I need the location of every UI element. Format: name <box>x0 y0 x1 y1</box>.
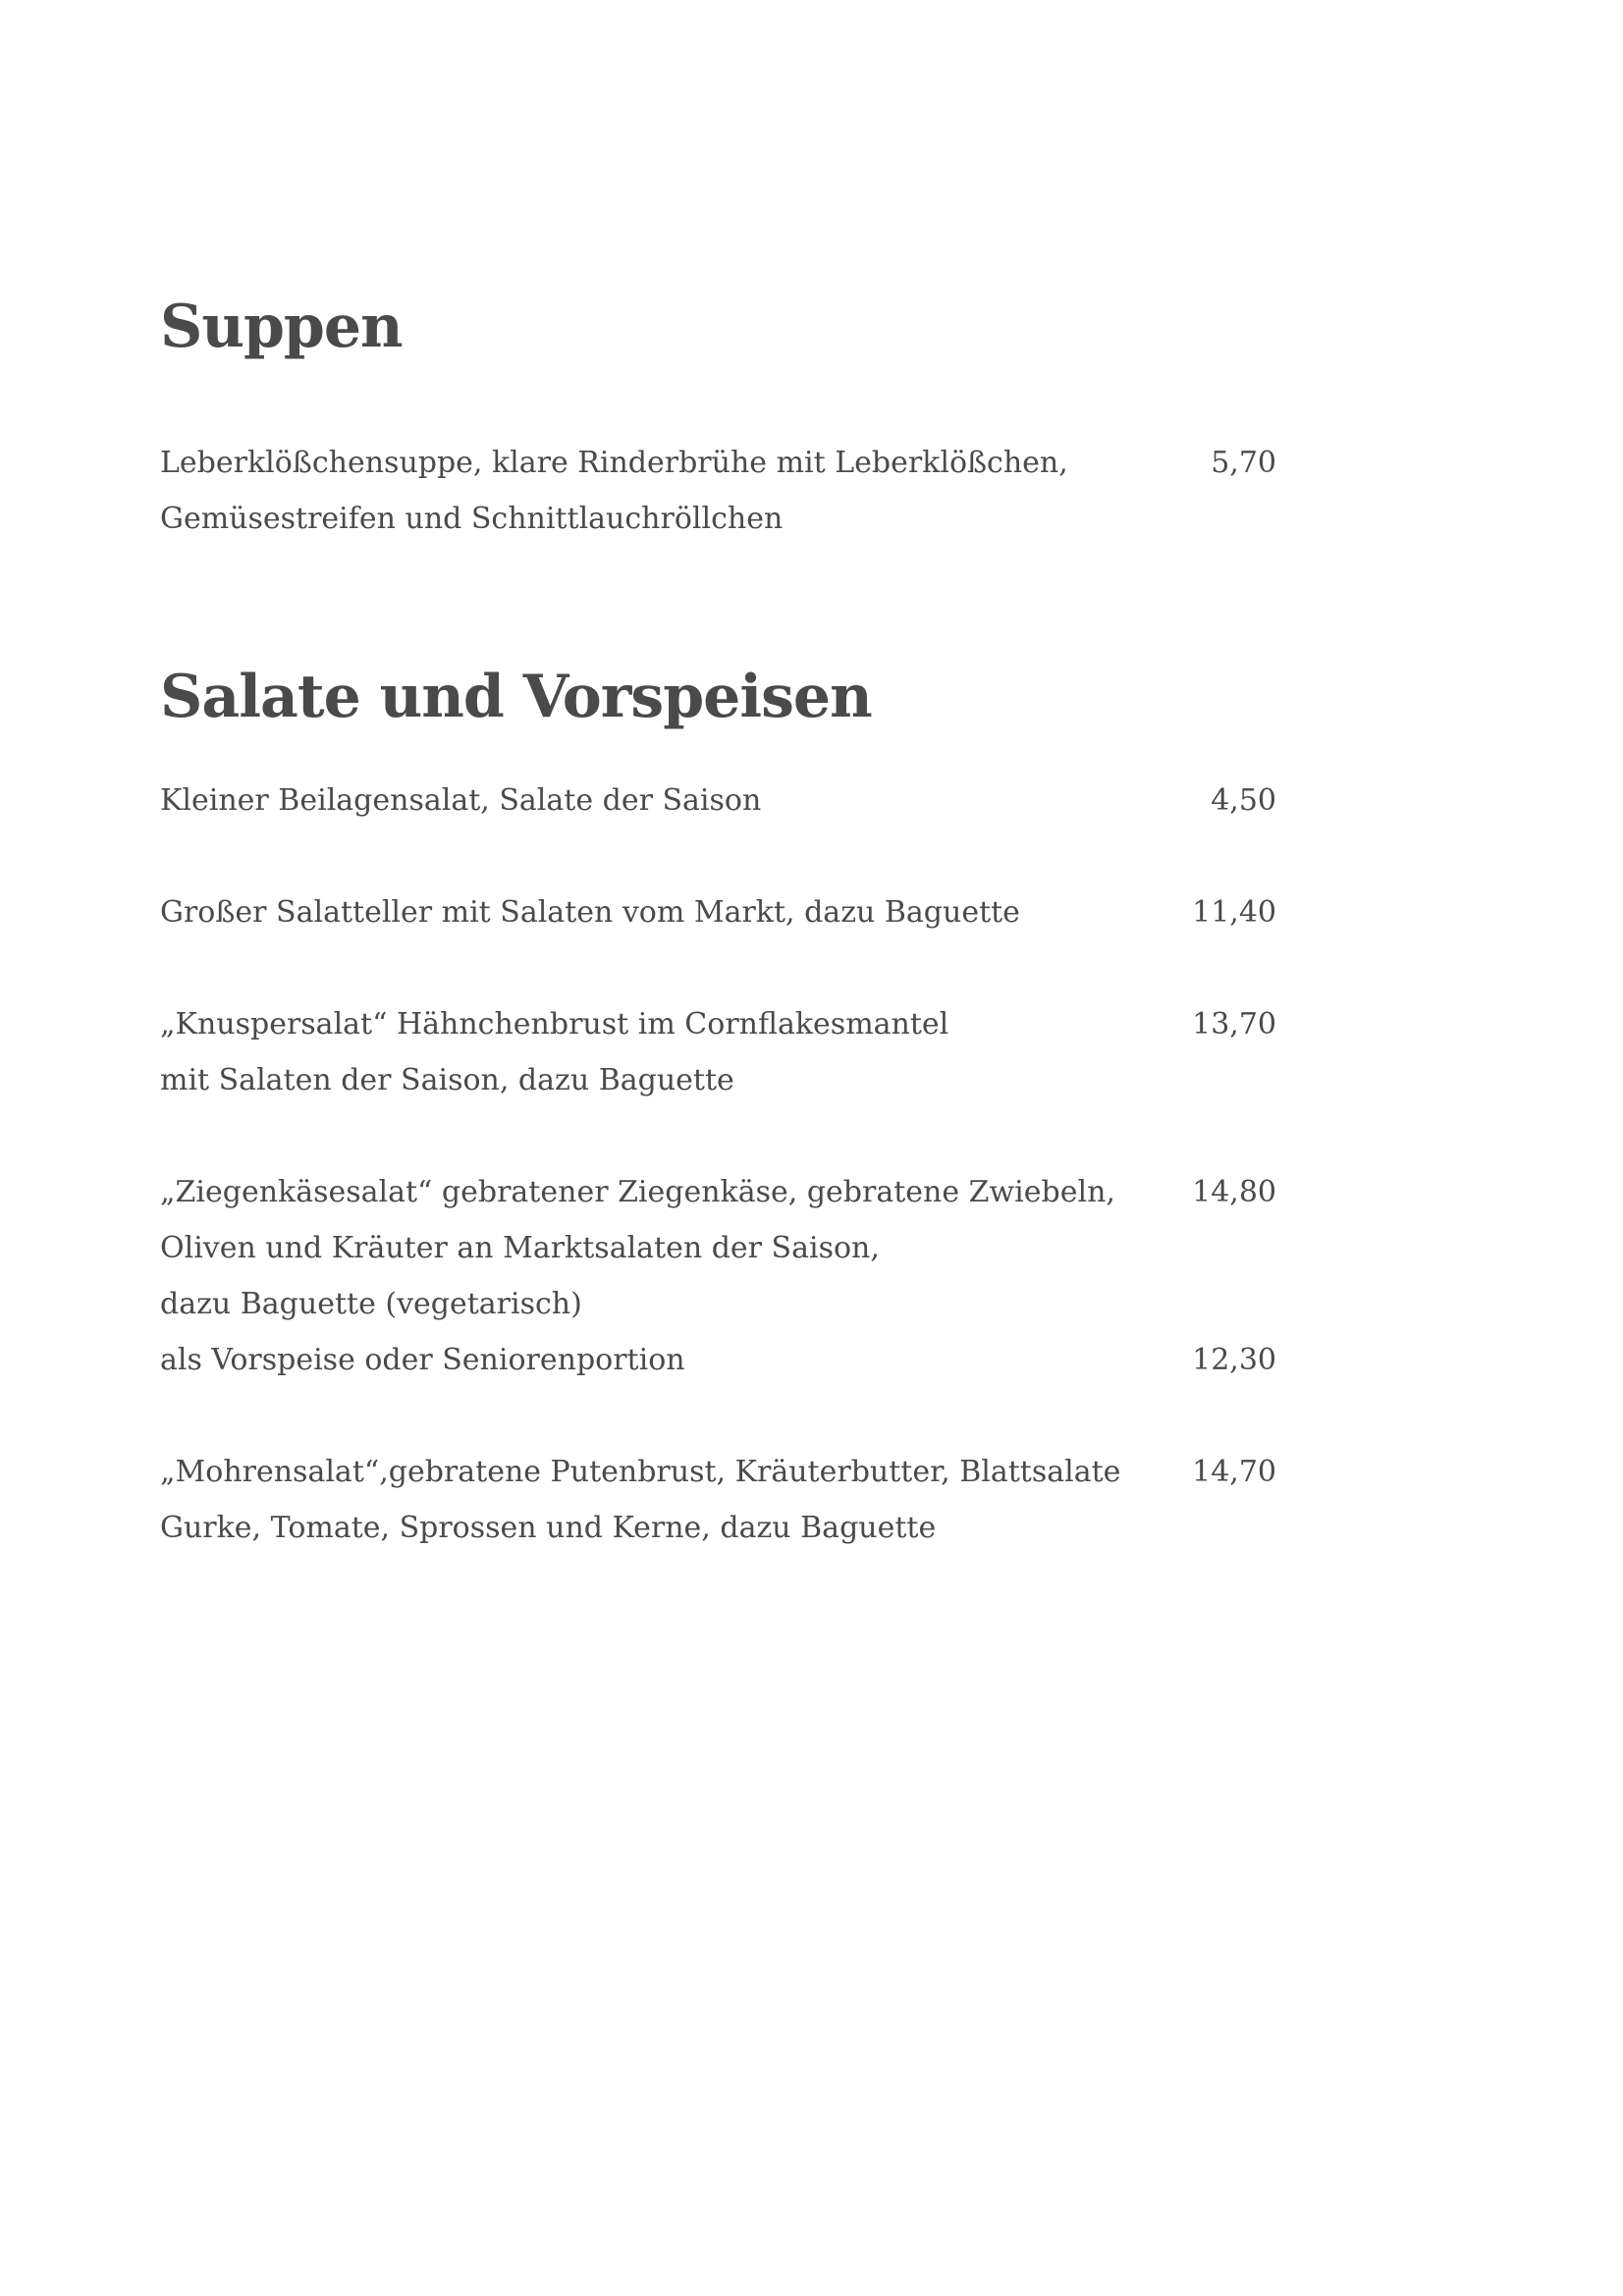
section-title-suppen: Suppen <box>160 293 403 361</box>
menu-item-line <box>160 1332 1276 1388</box>
menu-item-knuspersalat <box>160 996 1276 1108</box>
menu-item-description: Gurke, Tomate, Sprossen und Kerne, dazu Baguette <box>160 1511 937 1545</box>
menu-item-description: „Ziegenkäsesalat“ gebratener Ziegenkäse, gebratene Zwiebeln, <box>160 1175 1115 1209</box>
menu-item-price: 13,70 <box>1192 1007 1276 1041</box>
menu-item-description: Leberklößchensuppe, klare Rinderbrühe mit Leberklößchen, <box>160 446 1068 480</box>
menu-item-description: Kleiner Beilagensalat, Salate der Saison <box>160 783 762 818</box>
menu-item-line <box>160 491 1276 547</box>
menu-item-line <box>160 435 1276 491</box>
menu-item-ziegenkaesesalat <box>160 1164 1276 1388</box>
menu-item-line <box>160 1276 1276 1332</box>
menu-item-line <box>160 996 1276 1052</box>
menu-item-price: 14,70 <box>1192 1455 1276 1489</box>
menu-item-price: 14,80 <box>1192 1175 1276 1209</box>
menu-item-line <box>160 1500 1276 1556</box>
menu-item-line <box>160 1052 1276 1108</box>
menu-item-price: 11,40 <box>1192 895 1276 930</box>
menu-item-description: als Vorspeise oder Seniorenportion <box>160 1343 685 1377</box>
menu-item-description: „Knuspersalat“ Hähnchenbrust im Cornflakesmantel <box>160 1007 949 1041</box>
menu-item-grosser-salatteller <box>160 884 1276 940</box>
menu-item-price: 4,50 <box>1211 783 1276 818</box>
section-title-salate-und-vorspeisen: Salate und Vorspeisen <box>160 663 872 731</box>
menu-item-line <box>160 884 1276 940</box>
menu-item-description: „Mohrensalat“,gebratene Putenbrust, Kräuterbutter, Blattsalate <box>160 1455 1121 1489</box>
menu-item-leberkloesschensuppe <box>160 435 1276 547</box>
menu-item-price: 5,70 <box>1211 446 1276 480</box>
menu-item-description: Gemüsestreifen und Schnittlauchröllchen <box>160 502 784 536</box>
menu-item-line <box>160 1444 1276 1500</box>
menu-item-price: 12,30 <box>1192 1343 1276 1377</box>
menu-item-description: Oliven und Kräuter an Marktsalaten der Saison, <box>160 1231 880 1265</box>
menu-item-description: dazu Baguette (vegetarisch) <box>160 1287 582 1321</box>
menu-item-line <box>160 773 1276 828</box>
menu-item-line <box>160 1220 1276 1276</box>
menu-item-description: Großer Salatteller mit Salaten vom Markt, dazu Baguette <box>160 895 1020 930</box>
menu-item-line <box>160 1164 1276 1220</box>
menu-item-kleiner-beilagensalat <box>160 773 1276 828</box>
menu-item-mohrensalat <box>160 1444 1276 1556</box>
menu-item-description: mit Salaten der Saison, dazu Baguette <box>160 1063 734 1097</box>
